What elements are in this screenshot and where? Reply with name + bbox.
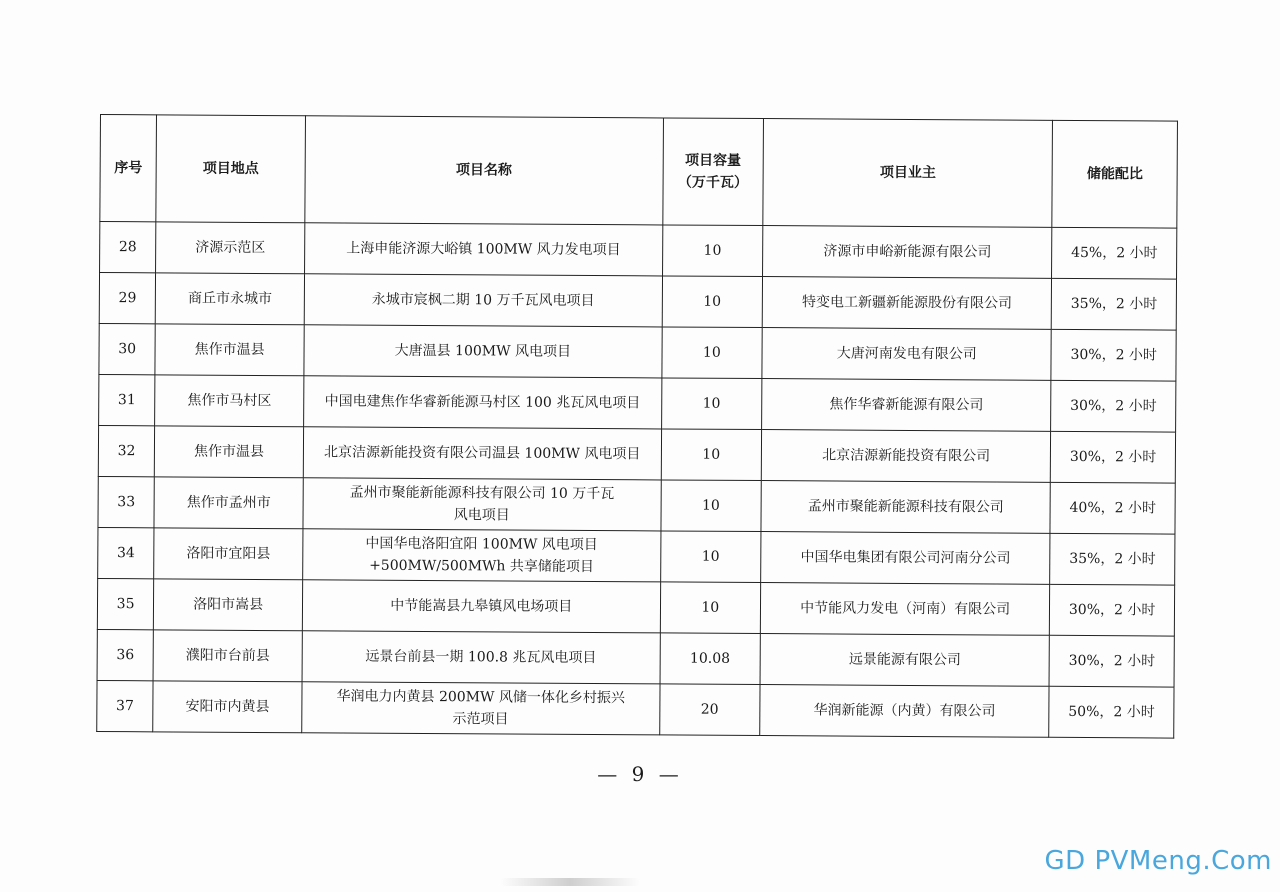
cell-capacity: 10 <box>661 480 762 532</box>
header-no: 序号 <box>100 115 157 222</box>
project-name-line: 上海申能济源大峪镇 100MW 风力发电项目 <box>346 240 621 259</box>
header-capacity-line1: 项目容量 <box>684 152 742 169</box>
cell-capacity: 10 <box>661 378 762 430</box>
table-row <box>100 222 1177 280</box>
cell-location: 焦作市孟州市 <box>154 477 303 529</box>
cell-location: 濮阳市台前县 <box>153 630 302 682</box>
table-row <box>99 374 1176 432</box>
project-name-line: 中国华电洛阳宜阳 100MW 风电项目 <box>365 535 598 554</box>
cell-project-name <box>303 529 661 582</box>
cell-no: 35 <box>97 578 154 629</box>
cell-no: 37 <box>97 680 154 731</box>
page-number: — 9 — <box>597 762 683 786</box>
table-row <box>99 273 1176 331</box>
project-name-line: 永城市宸枫二期 10 万千瓦风电项目 <box>371 291 595 310</box>
project-name-line: 中节能嵩县九皋镇风电场项目 <box>390 597 573 615</box>
cell-project-name <box>303 478 661 531</box>
project-name-line: 远景台前县一期 100.8 兆瓦风电项目 <box>365 648 597 667</box>
cell-project-name <box>302 580 660 633</box>
header-capacity-line2: （万千瓦） <box>677 174 748 191</box>
cell-location: 洛阳市嵩县 <box>154 579 303 631</box>
cell-location: 焦作市温县 <box>155 426 304 478</box>
project-name-line: 示范项目 <box>452 711 509 728</box>
project-table <box>96 114 1178 739</box>
cell-location: 安阳市内黄县 <box>153 681 302 733</box>
cell-ratio: 45%，2 小时 <box>1052 227 1177 279</box>
cell-no: 29 <box>99 273 156 324</box>
table-row <box>98 527 1175 585</box>
cell-location: 洛阳市宜阳县 <box>154 528 303 580</box>
cell-no: 28 <box>100 222 157 273</box>
project-name-line: 孟州市聚能新能源科技有限公司 10 万千瓦 <box>349 484 615 503</box>
cell-ratio: 30%，2 小时 <box>1049 635 1174 687</box>
cell-owner: 特变电工新疆新能源股份有限公司 <box>762 277 1052 330</box>
cell-ratio: 30%，2 小时 <box>1051 431 1176 483</box>
cell-owner: 华润新能源（内黄）有限公司 <box>760 685 1050 738</box>
cell-capacity: 10.08 <box>660 633 761 685</box>
header-ratio: 储能配比 <box>1052 120 1177 228</box>
cell-owner: 济源市申峪新能源有限公司 <box>763 226 1053 279</box>
cell-capacity: 10 <box>660 582 761 634</box>
cell-owner: 孟州市聚能新能源科技有限公司 <box>761 481 1051 534</box>
cell-no: 36 <box>97 629 154 680</box>
table-row <box>97 680 1174 738</box>
cell-no: 32 <box>98 425 155 476</box>
cell-ratio: 30%，2 小时 <box>1050 584 1175 636</box>
cell-project-name <box>304 274 662 327</box>
cell-ratio: 30%，2 小时 <box>1051 380 1176 432</box>
cell-project-name <box>304 376 662 429</box>
cell-no: 34 <box>98 527 155 578</box>
table-header-row <box>100 115 1178 229</box>
table-row <box>98 425 1175 483</box>
cell-project-name <box>303 427 661 480</box>
cell-capacity: 10 <box>662 225 763 277</box>
header-name: 项目名称 <box>305 116 663 225</box>
cell-capacity: 20 <box>659 684 760 736</box>
cell-capacity: 10 <box>662 276 763 328</box>
cell-owner: 远景能源有限公司 <box>760 634 1050 687</box>
project-name-line: 中国电建焦作华睿新能源马村区 100 兆瓦风电项目 <box>324 393 641 412</box>
header-owner: 项目业主 <box>763 119 1053 228</box>
cell-location: 济源示范区 <box>156 222 305 274</box>
table-row <box>99 323 1176 381</box>
cell-owner: 焦作华睿新能源有限公司 <box>762 379 1052 432</box>
cell-ratio: 40%，2 小时 <box>1050 482 1175 534</box>
watermark: GD PVMeng.Com <box>1044 846 1272 876</box>
table-row <box>98 476 1175 534</box>
cell-owner: 中节能风力发电（河南）有限公司 <box>760 583 1050 636</box>
cell-location: 焦作市温县 <box>155 324 304 376</box>
cell-location: 商丘市永城市 <box>155 273 304 325</box>
project-name-line: 风电项目 <box>453 507 510 524</box>
project-name-line: 大唐温县 100MW 风电项目 <box>394 342 572 360</box>
header-capacity <box>662 118 763 226</box>
project-name-line: +500MW/500MWh 共享储能项目 <box>369 557 594 576</box>
cell-capacity: 10 <box>661 429 762 481</box>
table-body <box>97 222 1177 739</box>
project-name-line: 北京洁源新能投资有限公司温县 100MW 风电项目 <box>323 444 641 463</box>
project-name-line: 华润电力内黄县 200MW 风储一体化乡村振兴 <box>336 688 625 707</box>
cell-owner: 大唐河南发电有限公司 <box>762 328 1052 381</box>
cell-ratio: 50%，2 小时 <box>1049 686 1174 738</box>
cell-project-name <box>304 325 662 378</box>
cell-location: 焦作市马村区 <box>155 375 304 427</box>
header-location: 项目地点 <box>156 115 305 223</box>
cell-project-name <box>302 631 660 684</box>
cell-owner: 中国华电集团有限公司河南分公司 <box>761 532 1051 585</box>
cell-no: 33 <box>98 476 155 527</box>
cell-capacity: 10 <box>661 327 762 379</box>
cell-no: 31 <box>99 374 156 425</box>
table-row <box>97 578 1174 636</box>
cell-project-name <box>304 223 662 276</box>
cell-owner: 北京洁源新能投资有限公司 <box>761 430 1051 483</box>
cell-ratio: 30%，2 小时 <box>1051 329 1176 381</box>
cell-ratio: 35%，2 小时 <box>1050 533 1175 585</box>
cell-project-name <box>302 682 660 735</box>
cell-no: 30 <box>99 323 156 374</box>
cell-ratio: 35%，2 小时 <box>1052 278 1177 330</box>
scan-smudge <box>500 878 640 886</box>
table-row <box>97 629 1174 687</box>
cell-capacity: 10 <box>660 531 761 583</box>
